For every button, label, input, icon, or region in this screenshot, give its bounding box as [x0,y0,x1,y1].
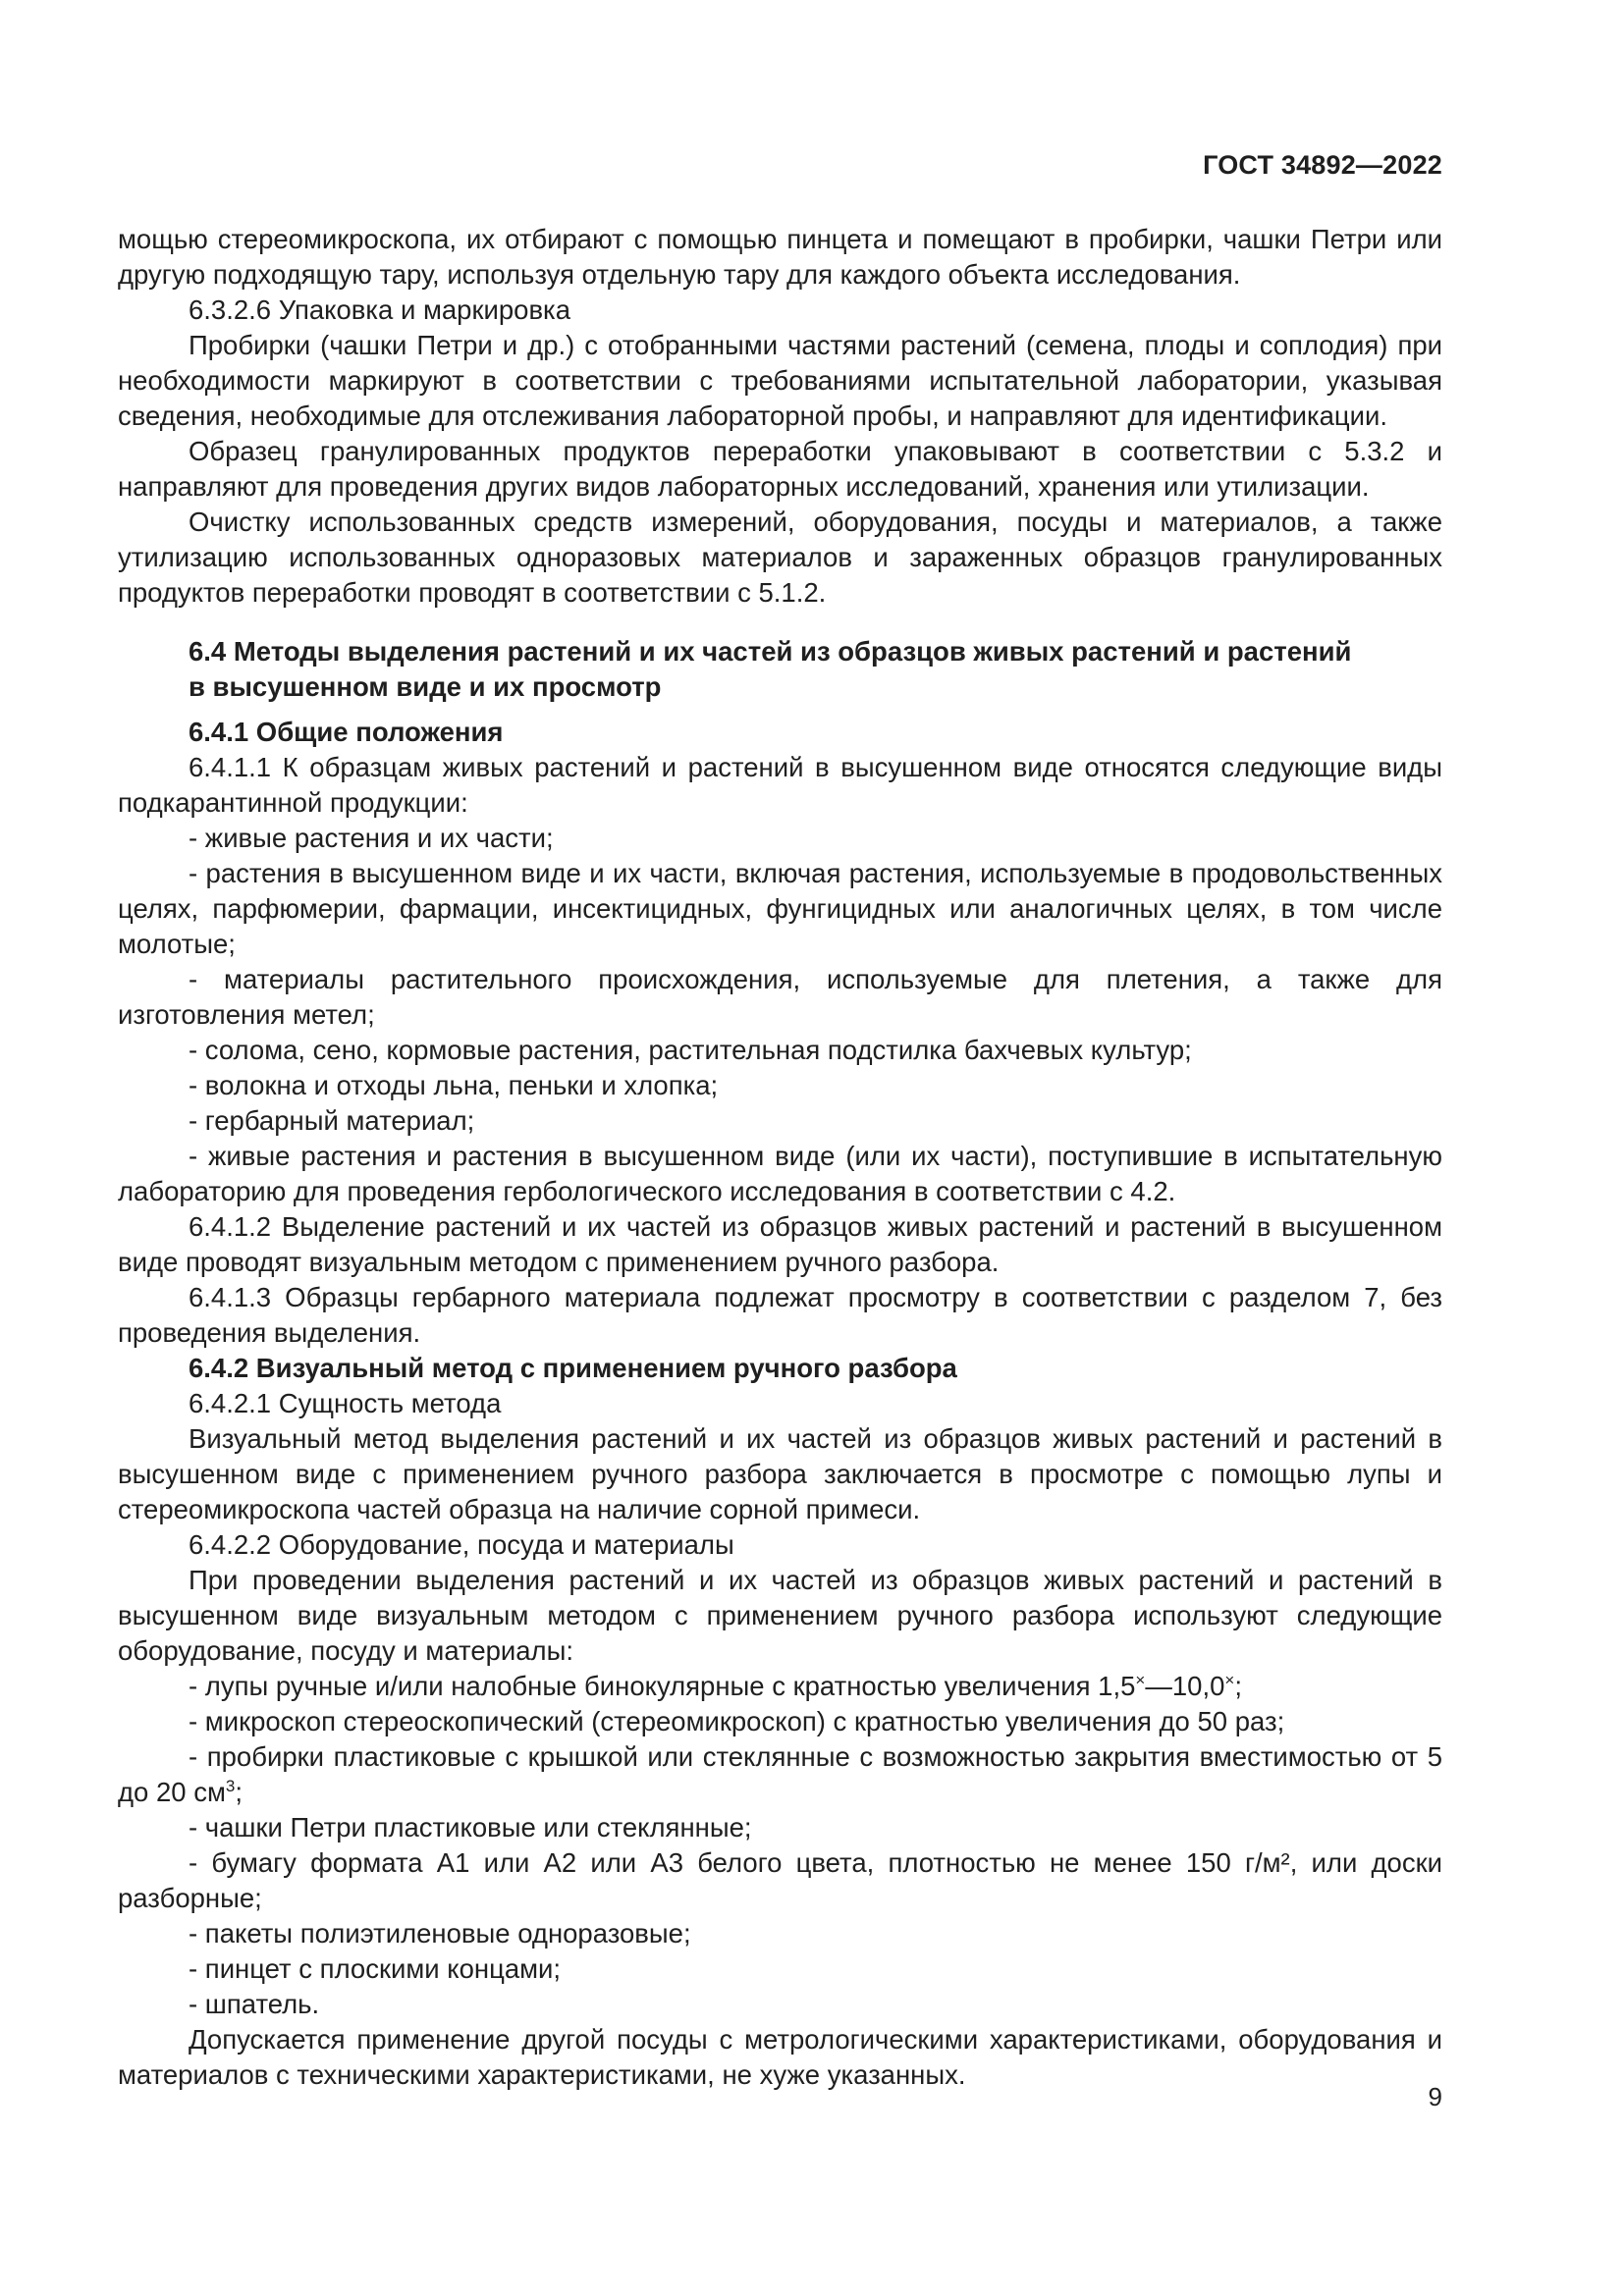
list-item: - чашки Петри пластиковые или стеклянные; [189,1812,752,1842]
paragraph: 6.4.1.1 К образцам живых растений и растений в высушенном виде относятся следующие виды подкарантинной продукции: [118,752,1442,818]
list-item: - гербарный материал; [189,1105,475,1136]
paragraph: При проведении выделения растений и их частей из образцов живых растений и растений в высушенном виде визуальным методом с применением ручного разбора используют следующие оборудование, посуду и материалы: [118,1565,1442,1666]
list-item [118,1669,1442,1704]
subsection-heading: 6.4.1 Общие положения [189,717,504,747]
paragraph: 6.4.1.2 Выделение растений и их частей из образцов живых растений и растений в высушенном виде проводят визуальным методом с применением ручного разбора. [118,1211,1442,1277]
paragraph: Визуальный метод выделения растений и их частей из образцов живых растений и растений в высушенном виде с применением ручного разбора заключается в просмотре с помощью лупы и стереомикроскопа частей образца на наличие сорной примеси. [118,1423,1442,1524]
list-item: - пинцет с плоскими концами; [189,1953,562,1984]
paragraph: Пробирки (чашки Петри и др.) с отобранными частями растений (семена, плоды и соплодия) при необходимости маркируют в соответствии с требованиями испытательной лаборатории, указывая сведения, необходимые для отслеживания лабораторной пробы, и направляют для идентификации. [118,330,1442,431]
list-item: - солома, сено, кормовые растения, растительная подстилка бахчевых культур; [189,1035,1192,1065]
standard-number-header: ГОСТ 34892—2022 [1203,150,1442,180]
section-heading-line: 6.4 Методы выделения растений и их частей из образцов живых растений и растений [189,636,1352,667]
list-item: - микроскоп стереоскопический (стереомикроскоп) с кратностью увеличения до 50 раз; [189,1706,1285,1736]
paragraph: Очистку использованных средств измерений, оборудования, посуды и материалов, а также утилизацию использованных одноразовых материалов и зараженных образцов гранулированных продуктов переработки проводят в соответствии с 5.1.2. [118,507,1442,608]
list-item-text: - пробирки пластиковые с крышкой или стеклянные с возможностью закрытия вместимостью от 5 до 20 см [118,1741,1442,1807]
list-item-text: - лупы ручные и/или налобные бинокулярные с кратностью увеличения 1,5 [189,1671,1136,1701]
body-text [118,222,1442,2093]
list-item: - материалы растительного происхождения, используемые для плетения, а также для изготовления метел; [118,964,1442,1030]
superscript: × [1224,1671,1235,1689]
paragraph: Допускается применение другой посуды с метрологическими характеристиками, оборудования и материалов с техническими характеристиками, не хуже указанных. [118,2024,1442,2090]
list-item: - пакеты полиэтиленовые одноразовые; [189,1918,691,1949]
section-heading [118,634,1442,705]
list-item-text: ; [235,1777,243,1807]
superscript: × [1135,1671,1146,1689]
list-item: - растения в высушенном виде и их части, включая растения, используемые в продовольственных целях, парфюмерии, фармации, инсектицидных, фунгицидных или аналогичных целях, в том числе молотые; [118,858,1442,959]
list-item-text: ; [1234,1671,1242,1701]
subsection-heading: 6.4.2 Визуальный метод с применением ручного разбора [189,1353,957,1383]
paragraph: 6.4.1.3 Образцы гербарного материала подлежат просмотру в соответствии с разделом 7, без проведения выделения. [118,1282,1442,1348]
list-item: - волокна и отходы льна, пеньки и хлопка; [189,1070,719,1100]
list-item: - бумагу формата А1 или А2 или А3 белого цвета, плотностью не менее 150 г/м², или доски разборные; [118,1847,1442,1913]
list-item [118,1739,1442,1810]
clause-heading: 6.4.2.1 Сущность метода [189,1388,502,1418]
clause-heading: 6.3.2.6 Упаковка и маркировка [189,294,570,325]
list-item: - живые растения и их части; [189,823,554,853]
paragraph: мощью стереомикроскопа, их отбирают с помощью пинцета и помещают в пробирки, чашки Петри или другую подходящую тару, используя отдельную тару для каждого объекта исследования. [118,224,1442,290]
section-heading-line: в высушенном виде и их просмотр [189,671,662,702]
superscript: 3 [225,1777,236,1795]
list-item: - шпатель. [189,1989,320,2019]
list-item: - живые растения и растения в высушенном виде (или их части), поступившие в испытательную лабораторию для проведения гербологического исследования в соответствии с 4.2. [118,1141,1442,1206]
clause-heading: 6.4.2.2 Оборудование, посуда и материалы [189,1529,734,1560]
list-item-text: —10,0 [1145,1671,1225,1701]
paragraph: Образец гранулированных продуктов переработки упаковывают в соответствии с 5.3.2 и направляют для проведения других видов лабораторных исследований, хранения или утилизации. [118,436,1442,502]
page-number: 9 [1428,2082,1442,2111]
